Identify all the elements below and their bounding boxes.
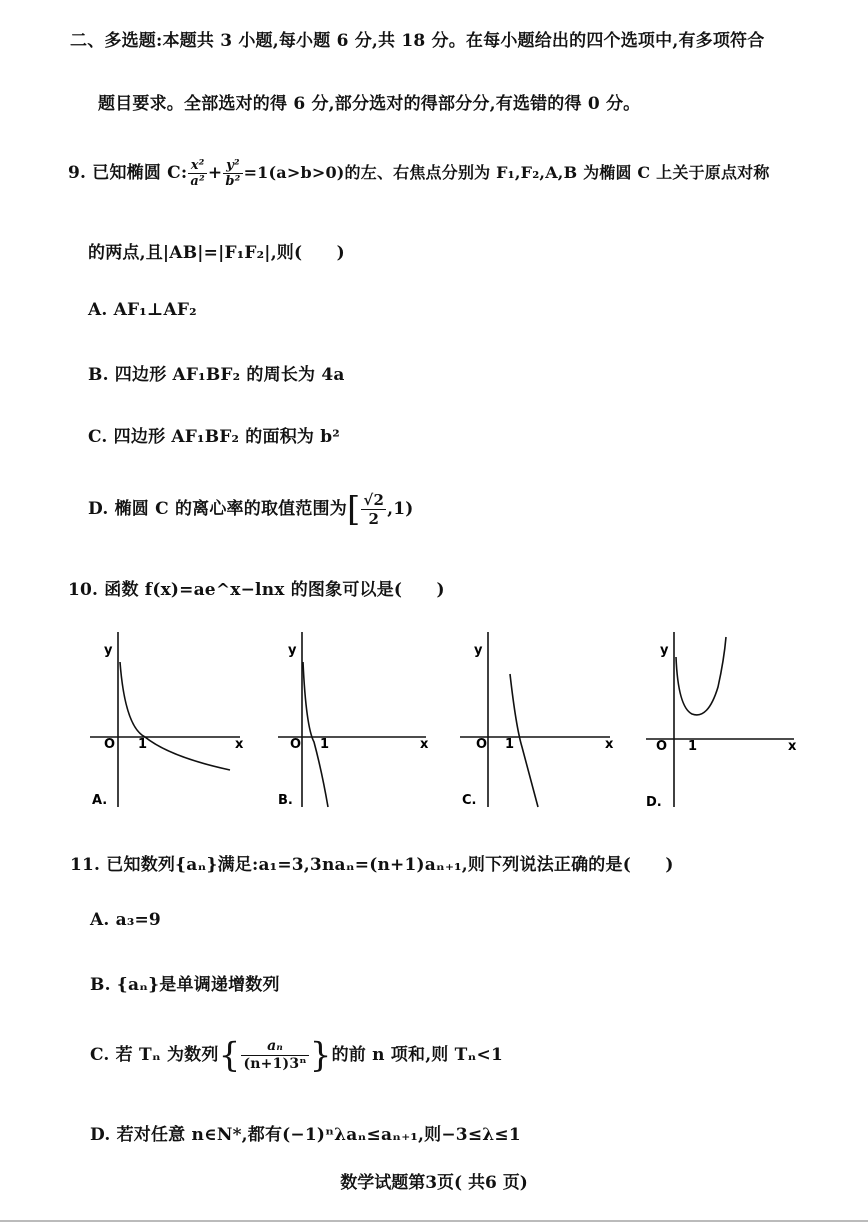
graph-b-y-label: y xyxy=(288,643,297,658)
q11-frac-num: aₙ xyxy=(241,1038,308,1056)
graph-c-one: 1 xyxy=(505,737,515,752)
page-footer: 数学试题第3页( 共6 页) xyxy=(340,1173,528,1193)
graph-b-label: B. xyxy=(278,793,293,808)
q11-frac-den: (n+1)3ⁿ xyxy=(243,1056,307,1072)
graph-d-x-label: x xyxy=(788,739,797,754)
q9-frac-sqrt2 xyxy=(361,491,386,528)
graph-c-label: C. xyxy=(462,793,477,808)
q11-option-c-tail: 的前 n 项和,则 Tₙ<1 xyxy=(331,1045,503,1065)
q9-option-d-text: D. 椭圆 C 的离心率的取值范围为 xyxy=(88,499,347,519)
graph-a-origin: O xyxy=(104,737,116,752)
q9-bracket: [ xyxy=(346,489,361,530)
bottom-rule xyxy=(0,1220,868,1222)
q11-frac xyxy=(241,1038,308,1073)
graph-b-curve xyxy=(303,662,328,807)
graph-a-x-label: x xyxy=(235,737,244,752)
graph-a-y-label: y xyxy=(104,643,113,658)
q9-frac-y-num: y² xyxy=(223,158,242,174)
graph-c-origin: O xyxy=(476,737,488,752)
q9-option-a: A. AF₁⊥AF₂ xyxy=(88,300,197,320)
graph-a-curve xyxy=(120,662,230,770)
graph-c-y-label: y xyxy=(474,643,483,658)
q9-option-b: B. 四边形 AF₁BF₂ 的周长为 4a xyxy=(88,365,345,385)
q9-plus: + xyxy=(207,163,223,183)
q9-frac-y-den: b² xyxy=(225,174,241,189)
graph-d-y-label: y xyxy=(660,643,669,658)
graph-d-svg xyxy=(646,632,806,812)
graph-b-x-label: x xyxy=(420,737,429,752)
q11-option-a: A. a₃=9 xyxy=(90,910,161,930)
q9-option-d-tail: ,1) xyxy=(387,499,414,519)
q9-frac-sqrt2-den: 2 xyxy=(368,510,380,528)
section-heading-line1: 二、多选题:本题共 3 小题,每小题 6 分,共 18 分。在每小题给出的四个选项中,有多项符合 xyxy=(70,31,765,51)
graph-c-svg xyxy=(460,632,620,812)
graph-a-svg xyxy=(90,632,250,812)
graph-a-one: 1 xyxy=(138,737,148,752)
q9-option-c: C. 四边形 AF₁BF₂ 的面积为 b² xyxy=(88,427,340,447)
section-heading-line2: 题目要求。全部选对的得 6 分,部分选对的得部分分,有选错的得 0 分。 xyxy=(98,94,641,114)
q9-stem xyxy=(68,150,770,196)
graph-c-x-label: x xyxy=(605,737,614,752)
q9-frac-y xyxy=(223,158,242,189)
q11-option-d: D. 若对任意 n∈N*,都有(−1)ⁿλaₙ≤aₙ₊₁,则−3≤λ≤1 xyxy=(90,1125,521,1145)
q9-frac-x-num: x² xyxy=(188,158,207,174)
q9-frac-x xyxy=(188,158,207,189)
q9-stem-prefix: 9. 已知椭圆 C: xyxy=(68,163,188,183)
q11-brace-left: { xyxy=(218,1035,241,1076)
q11-option-b: B. {aₙ}是单调递增数列 xyxy=(90,975,280,995)
graph-d-origin: O xyxy=(656,739,668,754)
q11-option-c xyxy=(90,1030,503,1081)
graph-c xyxy=(460,632,620,816)
graph-d-one: 1 xyxy=(688,739,698,754)
graph-d-curve xyxy=(676,637,726,715)
graph-b-one: 1 xyxy=(320,737,330,752)
q10-stem: 10. 函数 f(x)=ae^x−lnx 的图象可以是( ) xyxy=(68,580,445,600)
q11-brace-right: } xyxy=(309,1035,332,1076)
graph-c-curve xyxy=(510,674,538,807)
graph-d xyxy=(646,632,806,816)
q9-stem-line2: 的两点,且|AB|=|F₁F₂|,则( ) xyxy=(88,243,345,263)
graph-b-origin: O xyxy=(290,737,302,752)
q9-option-d xyxy=(88,484,414,535)
q9-frac-sqrt2-num: √2 xyxy=(363,491,385,509)
graph-b xyxy=(278,632,438,816)
graph-b-svg xyxy=(278,632,438,812)
q9-frac-x-den: a² xyxy=(190,174,205,189)
graph-d-label: D. xyxy=(646,795,662,810)
graph-a-label: A. xyxy=(92,793,108,808)
q11-stem: 11. 已知数列{aₙ}满足:a₁=3,3naₙ=(n+1)aₙ₊₁,则下列说法正确的是( ) xyxy=(70,855,674,875)
graph-a xyxy=(90,632,250,816)
q11-option-c-text: C. 若 Tₙ 为数列 xyxy=(90,1045,219,1065)
q9-stem-suffix: =1(a>b>0)的左、右焦点分别为 F₁,F₂,A,B 为椭圆 C 上关于原点对称 xyxy=(243,163,770,182)
